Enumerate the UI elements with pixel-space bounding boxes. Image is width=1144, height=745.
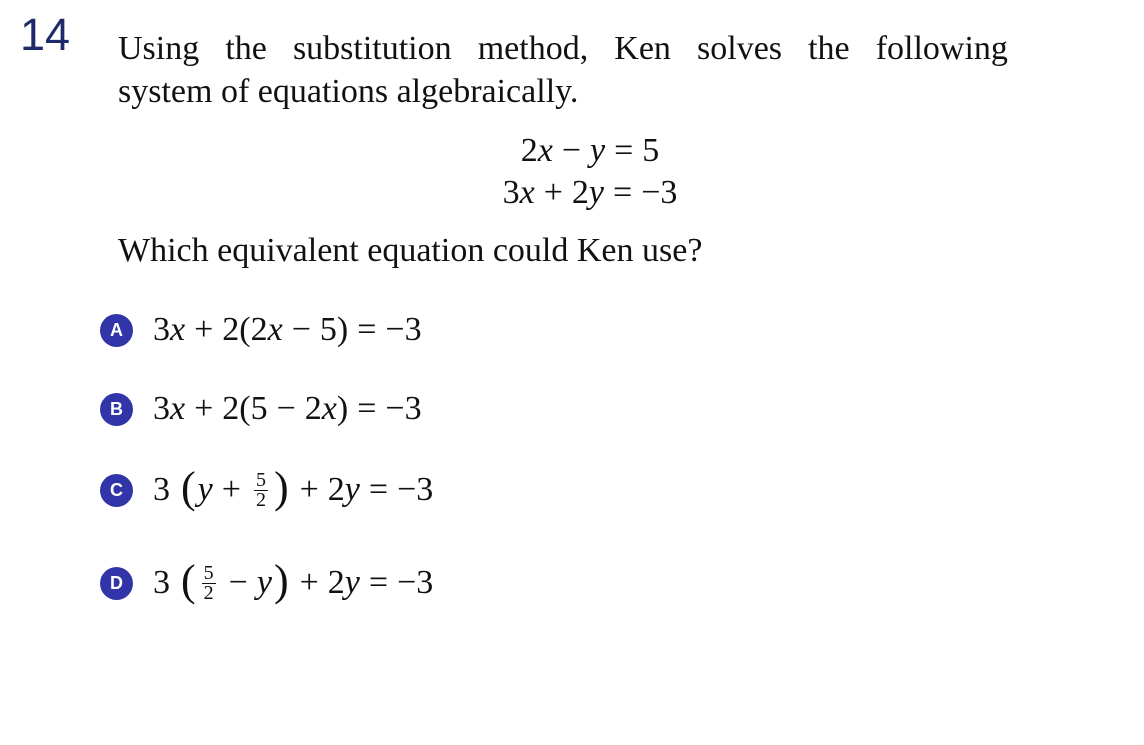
choice-expression: 3 x + 2 ( 5 − 2 x ) = − 3: [153, 390, 422, 427]
stem-line-1: [118, 27, 1008, 70]
choice-expression: 3 x + 2 ( 2 x − 5 ) = − 3: [153, 311, 422, 348]
stem-word: Ken: [614, 30, 671, 67]
equation-2: 3x + 2y = −3: [502, 174, 678, 211]
stem-word: the: [808, 30, 850, 67]
question-number: 14: [20, 9, 71, 60]
choice-c[interactable]: [100, 460, 433, 520]
stem-word: following: [875, 30, 1008, 67]
choice-b[interactable]: [100, 379, 422, 439]
choice-d[interactable]: [100, 553, 433, 613]
choice-expression: 3 ( $\frac{5}{2}$ − y ) + 2 y = − 3: [153, 556, 434, 605]
stem-word: method,: [477, 30, 589, 67]
question-prompt: Which equivalent equation could Ken use?: [118, 232, 703, 269]
choice-expression: 3 ( y + $\frac{5}{2}$ ) + 2 y = − 3: [153, 463, 434, 512]
choice-a[interactable]: [100, 300, 422, 360]
stem-word: solves: [697, 30, 783, 67]
choice-letter-badge: C: [100, 474, 133, 507]
stem-line-2: system of equations algebraically.: [118, 73, 579, 110]
equation-1: 2x − y = 5: [520, 132, 660, 169]
stem-word: Using: [118, 30, 200, 67]
choice-letter-badge: B: [100, 393, 133, 426]
system-of-equations: [400, 130, 780, 214]
choice-letter-badge: D: [100, 567, 133, 600]
choice-letter-badge: A: [100, 314, 133, 347]
stem-word: substitution: [292, 30, 452, 67]
question-stem: [118, 27, 1008, 113]
stem-word: the: [225, 30, 267, 67]
